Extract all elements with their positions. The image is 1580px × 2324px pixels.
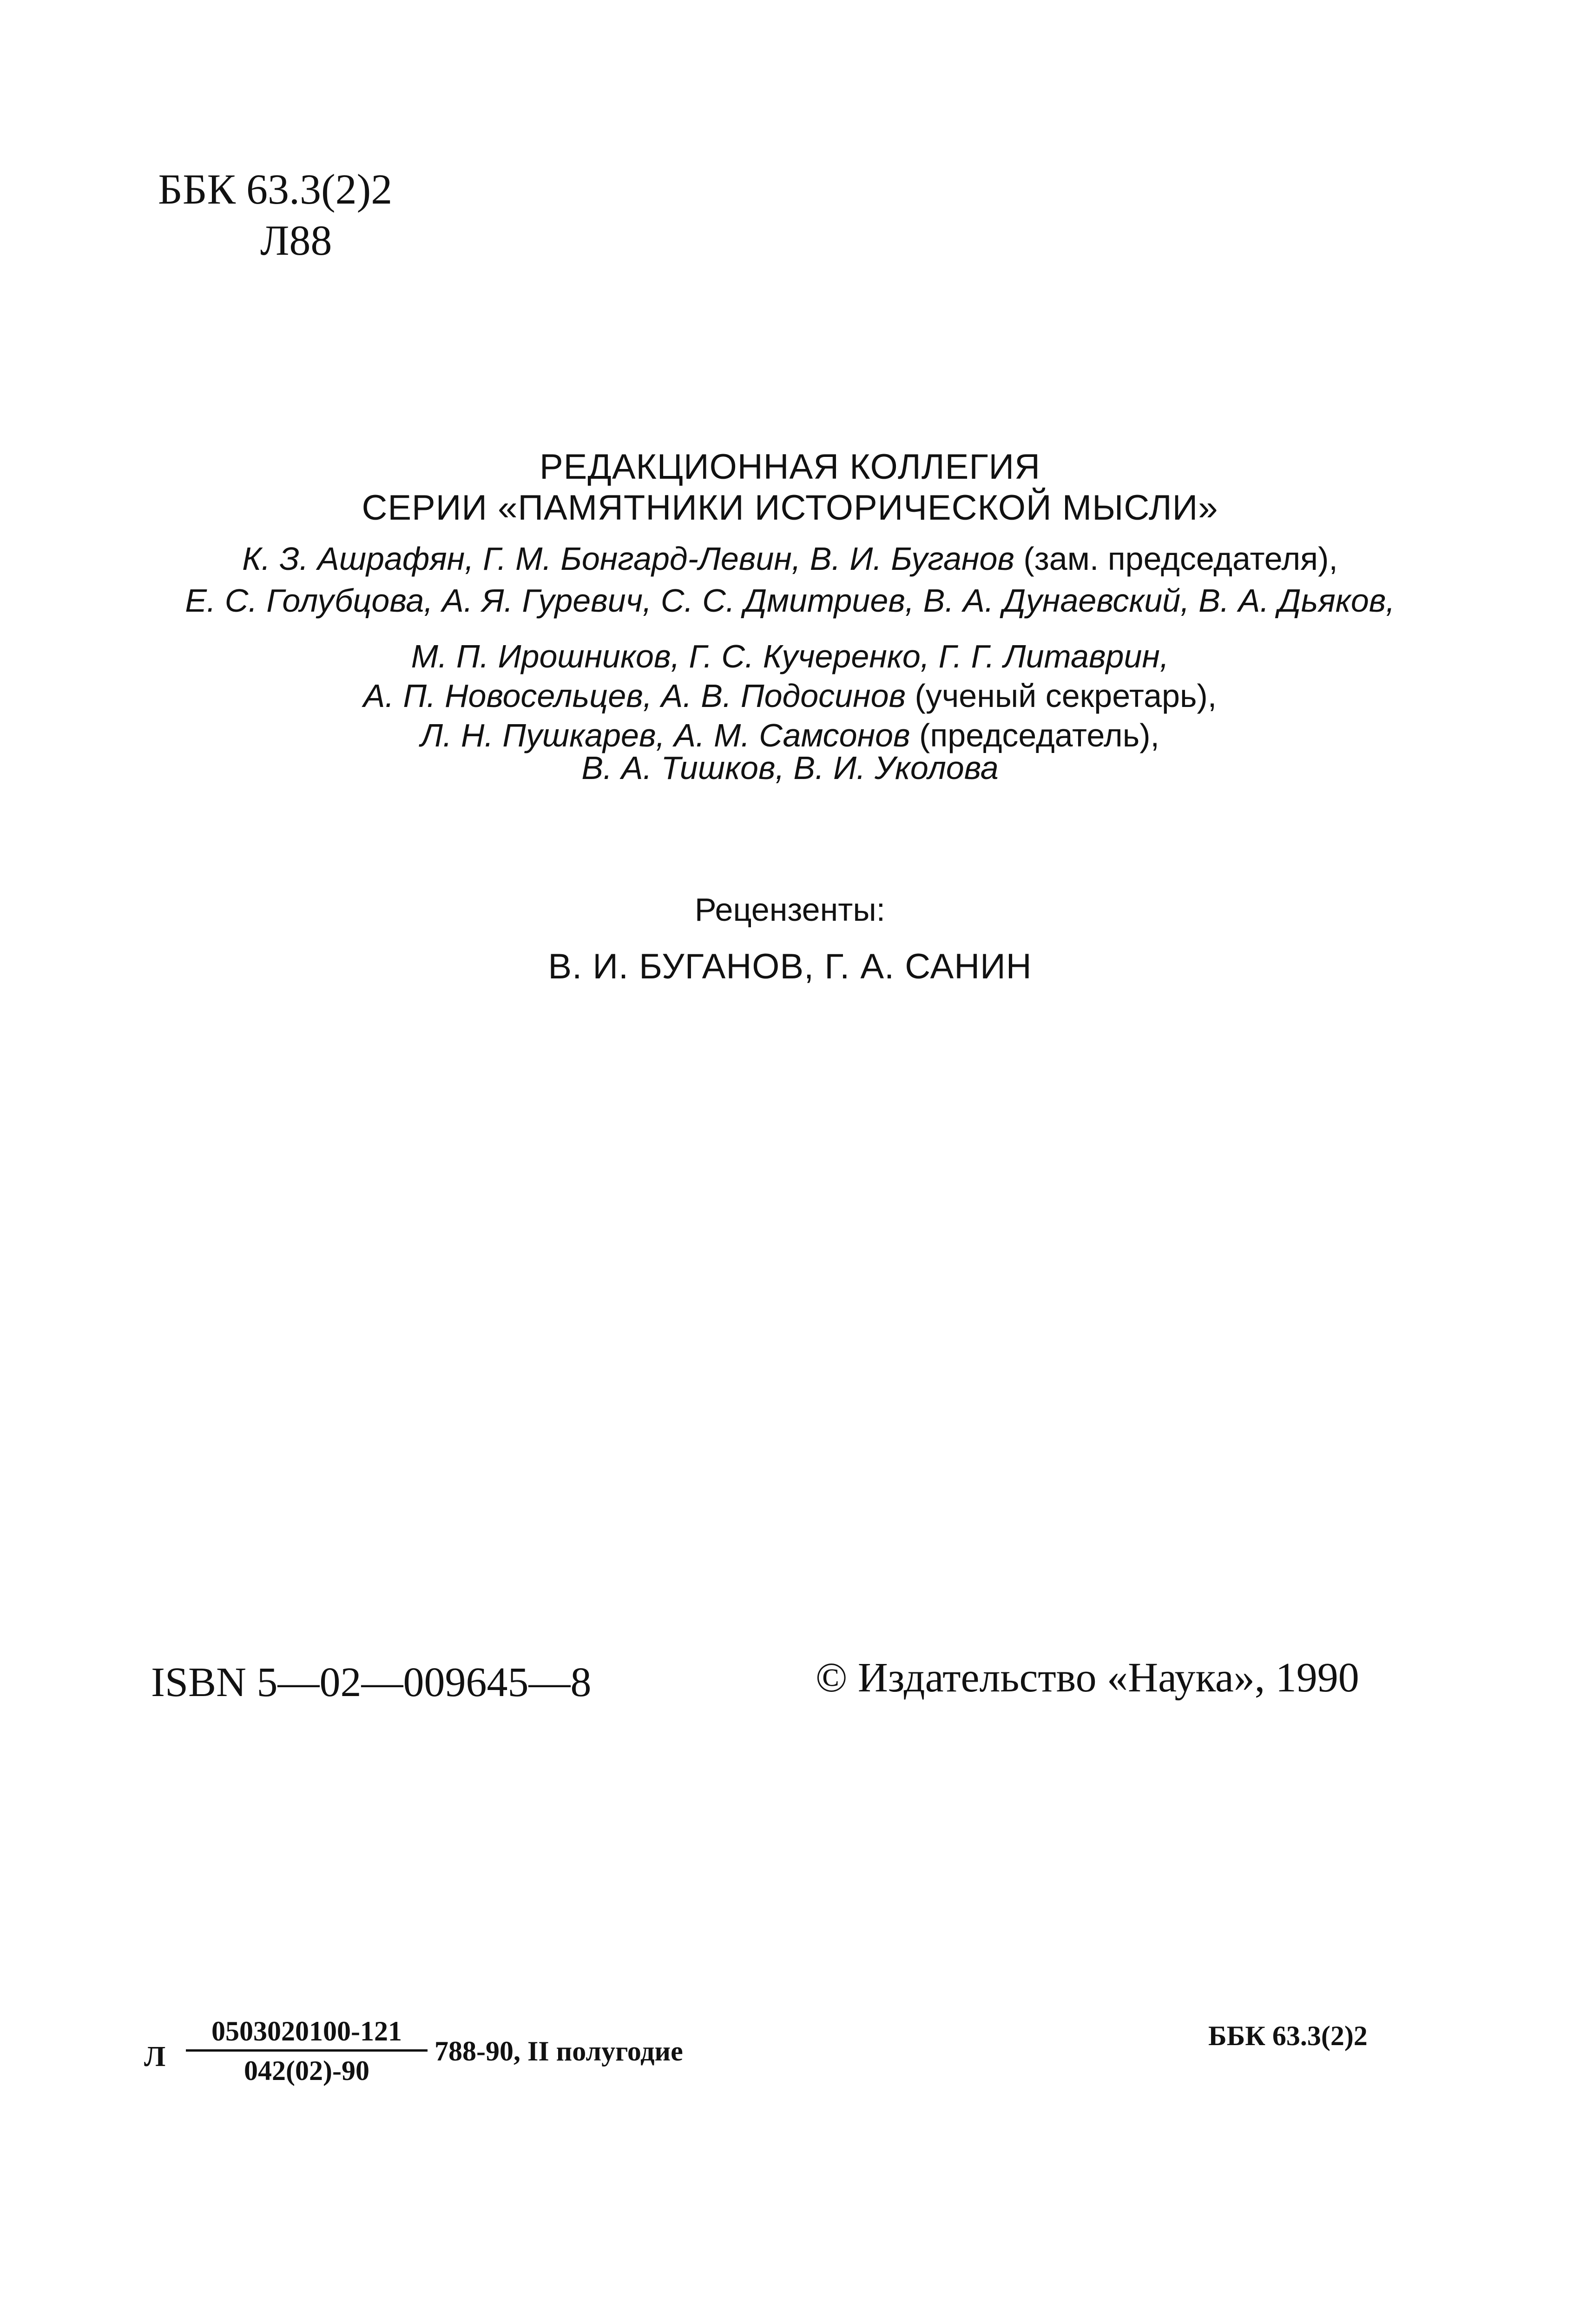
bbk-classification: ББК 63.3(2)2 <box>158 165 393 213</box>
imprint-bbk: ББК 63.3(2)2 <box>1208 2020 1368 2051</box>
reviewers-names: В. И. БУГАНОВ, Г. А. САНИН <box>548 947 1032 986</box>
board-title-line-2: СЕРИИ «ПАМЯТНИКИ ИСТОРИЧЕСКОЙ МЫСЛИ» <box>362 488 1218 528</box>
board-names: К. З. Ашрафян, Г. М. Бонгард-Левин, В. И. Буганов <box>242 541 1014 577</box>
imprint-numerator: 0503020100-121 <box>211 2016 402 2047</box>
copyright-notice: © Издательство «Наука», 1990 <box>816 1655 1359 1701</box>
board-title-line-1: РЕДАКЦИОННАЯ КОЛЛЕГИЯ <box>539 447 1041 487</box>
board-names: Л. Н. Пушкарев, А. М. Самсонов <box>420 717 910 753</box>
imprint-text: 788-90, II полугодие <box>434 2036 683 2067</box>
imprint-letter: Л <box>144 2041 166 2073</box>
board-role: (зам. председателя), <box>1014 541 1338 577</box>
imprint-denominator: 042(02)-90 <box>244 2055 369 2086</box>
board-members-line-1 <box>0 539 1580 578</box>
board-role: (председатель), <box>910 717 1160 753</box>
isbn: ISBN 5—02—009645—8 <box>151 1659 592 1705</box>
board-names: В. А. Тишков, В. И. Уколова <box>581 750 999 786</box>
board-members-line-3 <box>0 637 1580 676</box>
board-members-line-6 <box>0 748 1580 787</box>
imprint-fraction <box>186 2015 428 2087</box>
board-names: М. П. Ирошников, Г. С. Кучеренко, Г. Г. Литаврин, <box>411 638 1169 674</box>
board-members-line-4 <box>0 676 1580 715</box>
board-names: А. П. Новосельцев, А. В. Подосинов <box>363 678 906 714</box>
author-code: Л88 <box>260 217 332 264</box>
board-members-line-2 <box>0 581 1580 620</box>
board-names: Е. С. Голубцова, А. Я. Гуревич, С. С. Дмитриев, В. А. Дунаевский, В. А. Дьяков, <box>185 582 1395 619</box>
board-role: (ученый секретарь), <box>906 678 1217 714</box>
reviewers-label: Рецензенты: <box>694 891 886 928</box>
fraction-bar <box>186 2049 428 2052</box>
